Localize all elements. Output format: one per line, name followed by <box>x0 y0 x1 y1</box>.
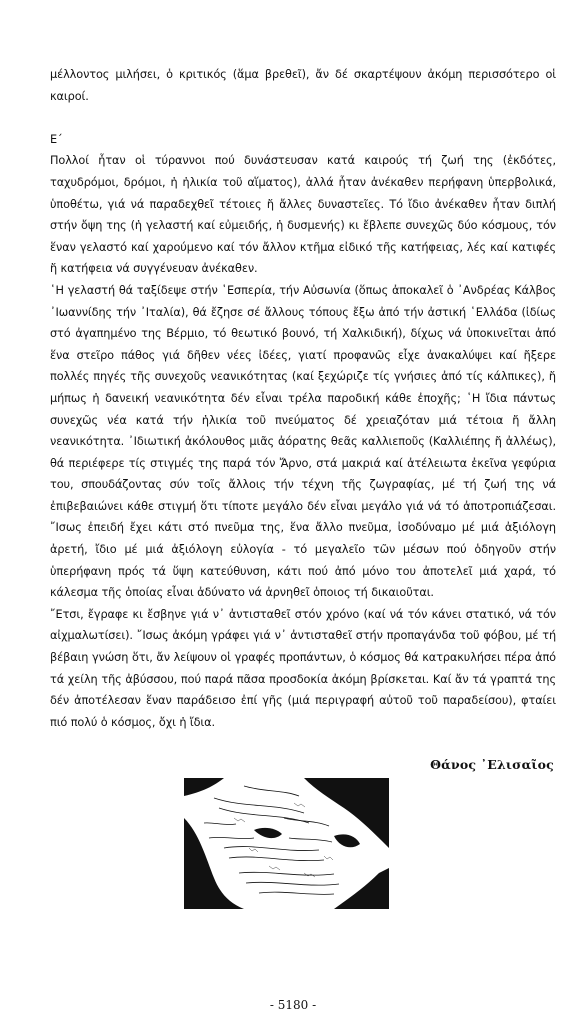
landscape-sketch-icon <box>184 778 389 909</box>
page-number: - 5180 - <box>269 998 317 1012</box>
paragraph-spacer <box>50 107 556 129</box>
paragraph: μέλλοντος μιλήσει, ὁ κριτικός (ἅμα βρεθεῖ), ἄν δέ σκαρτέψουν ἀκόμη περισσότερο οἱ καιροί. <box>50 68 556 103</box>
author-signature: Θάνος ᾿Ελισαῖος <box>430 757 554 772</box>
section-heading: Ε΄ <box>50 132 63 146</box>
paragraph: ῎Ετσι, ἔγραφε κι ἔσβηνε γιά ν᾿ ἀντισταθεῖ στόν χρόνο (καί νά τόν κάνει στατικό, νά τόν αἰχμαλωτίσει). ῎Ισως ἀκόμη γράφει γιά ν᾿ ἀντισταθεῖ στήν προπαγάνδα τοῦ φόβου, μέ τή βέβαιη γνώση ὅτι, ἄν λείψουν οἱ γραφές προπάντων, ὁ κόσμος θά κατρακυλήσει πέρα ἀπό τά χείλη τῆς ἀβύσσου, πού παρά πᾶσα προσδοκία ἀκόμη βρίσκεται. Καί ἄν τά γραπτά της δέν ἀποτέλεσαν ἕναν παράδεισο ἐπί γῆς (μιά περιγραφή αὐτοῦ τοῦ παραδείσου), φταίει πιό πολύ ὁ κόσμος, ὄχι ἡ ἴδια. <box>50 607 556 729</box>
paragraph: ῾Η γελαστή θά ταξίδεψε στήν ῾Εσπερία, τήν Αὐσωνία (ὅπως ἀποκαλεῖ ὁ ᾿Ανδρέας Κάλβος ᾿Ιωαννίδης τήν ᾿Ιταλία), θά ἔζησε σέ ἄλλους τόπους ἔξω ἀπό τήν ἀστική ῾Ελλάδα (ἰδίως στό ἀγαπημένο της Βέρμιο, τό θεωτικό βουνό, τή Χαλκιδική), δίχως νά ὑποκινεῖται ἀπό ἕνα στεῖρο πάθος γιά δῆθεν νέες ἰδέες, γιατί προφανῶς εἶχε ἀνακαλύψει καί ἤξερε πολλές πηγές τῆς συνεχοῦς νεανικότητας (καί ξεχώριζε τίς γνήσιες ἀπό τίς κάλπικες), ἤ μήπως ἡ δανεική νεανικότητα δέν εἶναι τρέλα παροδική κάθε ἐποχῆς; ῾Η ἴδια πάντως συνεχῶς νέα κατά τήν ἡλικία τοῦ πνεύματος δέ χρειαζόταν μιά τέτοια ἤ ἄλλη νεανικότητα. ᾿Ιδιωτική ἀκόλουθος μιᾶς ἀόρατης θεᾶς καλλιεποῦς (Καλλιέπης ἤ ἀλλέως), θά περιέφερε τίς στιγμές της παρά τόν Ἄρνο, στά μακριά καί ἀτέλειωτα ἐκεῖνα γεφύρια του, σπουδάζοντας σύν τοῖς ἄλλοις τήν τέχνη τῆς ζωγραφίας, μέ τή ζωή της νά ἐπιβεβαιώνει κάθε στιγμή ὅτι τίποτε μεγάλο δέν εἶναι μεγάλο γιά νά τό ἀποτροπιάζεσαι. ῎Ισως ἐπειδή ἔχει κάτι στό πνεῦμα της, ἕνα ἄλλο πνεῦμα, ἰσοδύναμο μέ μιά ἀξιόλογη ἀρετή, ἴδιο μέ μιά ἀξιόλογη εὐλογία - τό μεγαλεῖο τῶν μέσων πού ὁδηγοῦν στήν ὑπερήφανη πρός τά ὕψη κατεύθυνση, κάτι πού ἀπό μόνο του ἀποτελεῖ μιά χαρά, τό κάλεσμα τῆς ὁποίας εἶναι ἀδύνατο νά ἀρνηθεῖ ὁποιος τή δικαιοῦται. <box>50 283 556 600</box>
body-text <box>50 64 556 733</box>
paragraph: Πολλοί ἦταν οἱ τύραννοι πού δυνάστευσαν κατά καιρούς τή ζωή της (ἐκδότες, ταχυδρόμοι, δρόμοι, ἡ ἡλικία τοῦ αἵματος), ἀλλά ἦταν ἀνέκαθεν περήφανη ὑπερβολικά, ὑποθέτω, γιά νά παραδεχθεῖ τέτοιες ἤ ἄλλες δυναστεῖες. Τό ἴδιο ἀνέκαθεν ἦταν διπλή στήν ὄψη της (ἡ γελαστή καί εὐμειδής, ἡ δυσμενής) κι ἔβλεπε συνεχῶς δύο κόσμους, τόν ἕναν γελαστό καί χαρούμενο καί τόν ἄλλον κτῆμα εἰδικό τῆς κατήφειας, λές καί κατιφές ἤ κατήφεια νά συγγένευαν ἀνέκαθεν. <box>50 154 556 276</box>
